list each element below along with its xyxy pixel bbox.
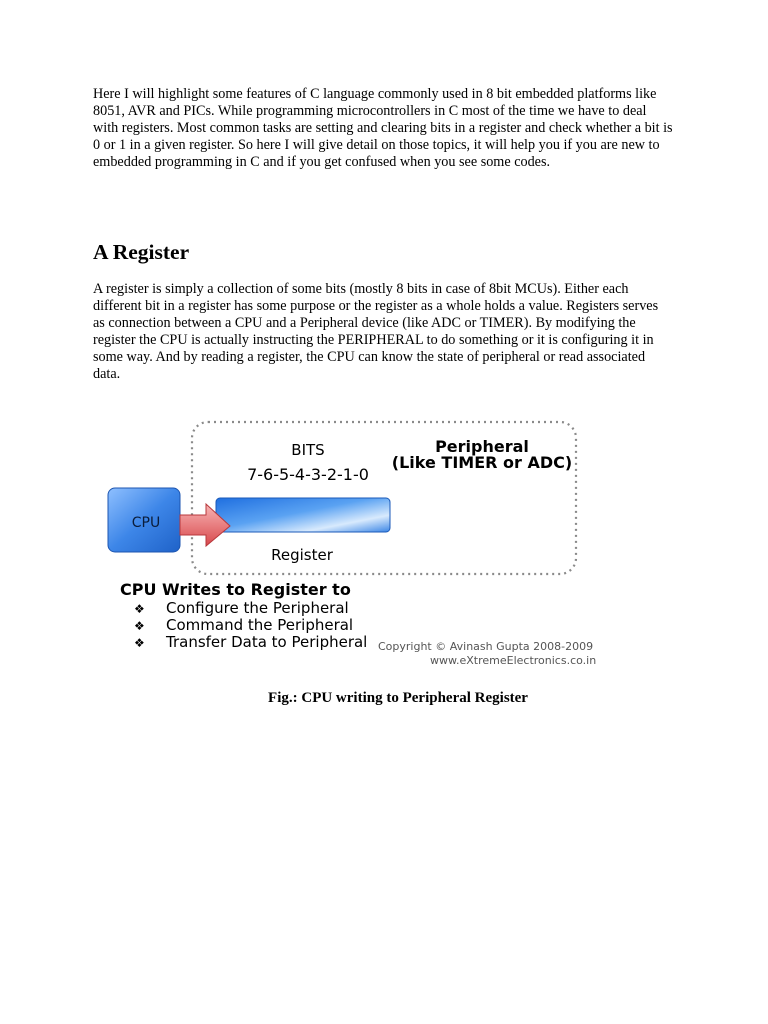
bullet-item: Configure the Peripheral	[166, 599, 349, 617]
peripheral-subtitle: (Like TIMER or ADC)	[391, 453, 573, 472]
bits-label: BITS	[291, 441, 325, 459]
bits-sequence: 7-6-5-4-3-2-1-0	[247, 465, 369, 484]
bullet-icon: ❖	[134, 636, 145, 650]
register-bar	[216, 498, 390, 532]
peripheral-title: Peripheral	[435, 437, 529, 456]
copyright-line: Copyright © Avinash Gupta 2008-2009	[378, 640, 594, 653]
copyright-url: www.eXtremeElectronics.co.in	[430, 654, 597, 667]
intro-paragraph: Here I will highlight some features of C language commonly used in 8 bit embedded platforms like 8051, AVR and PICs. While programming microcontrollers in C most of the time we have to deal with registers. Most common tasks are setting and clearing bits in a register and check whether a bit is 0 or 1 in a given register. So here I will give detail on those topics, it will help you if you are new to embedded programming in C and if you get confused when you see some codes.	[93, 86, 673, 171]
bullet-icon: ❖	[134, 619, 145, 633]
register-paragraph: A register is simply a collection of some bits (mostly 8 bits in case of 8bit MCUs). Either each different bit in a register has some purpose or the register as a whole holds a value. Registers serves as connection between a CPU and a Peripheral device (like ADC or TIMER). By modifying the register the CPU is actually instructing the PERIPHERAL to do something or it is configuring it in some way. And by reading a register, the CPU can know the state of peripheral or read associated data.	[93, 281, 659, 383]
register-label: Register	[271, 546, 333, 564]
section-heading: A Register	[93, 240, 190, 264]
bullet-item: Command the Peripheral	[166, 616, 354, 634]
bullet-icon: ❖	[134, 602, 145, 616]
bullet-item: Transfer Data to Peripheral	[166, 633, 368, 651]
writes-heading: CPU Writes to Register to	[120, 580, 351, 599]
register-diagram	[100, 414, 620, 674]
figure-caption: Fig.: CPU writing to Peripheral Register	[268, 690, 528, 706]
cpu-label: CPU	[131, 515, 161, 531]
